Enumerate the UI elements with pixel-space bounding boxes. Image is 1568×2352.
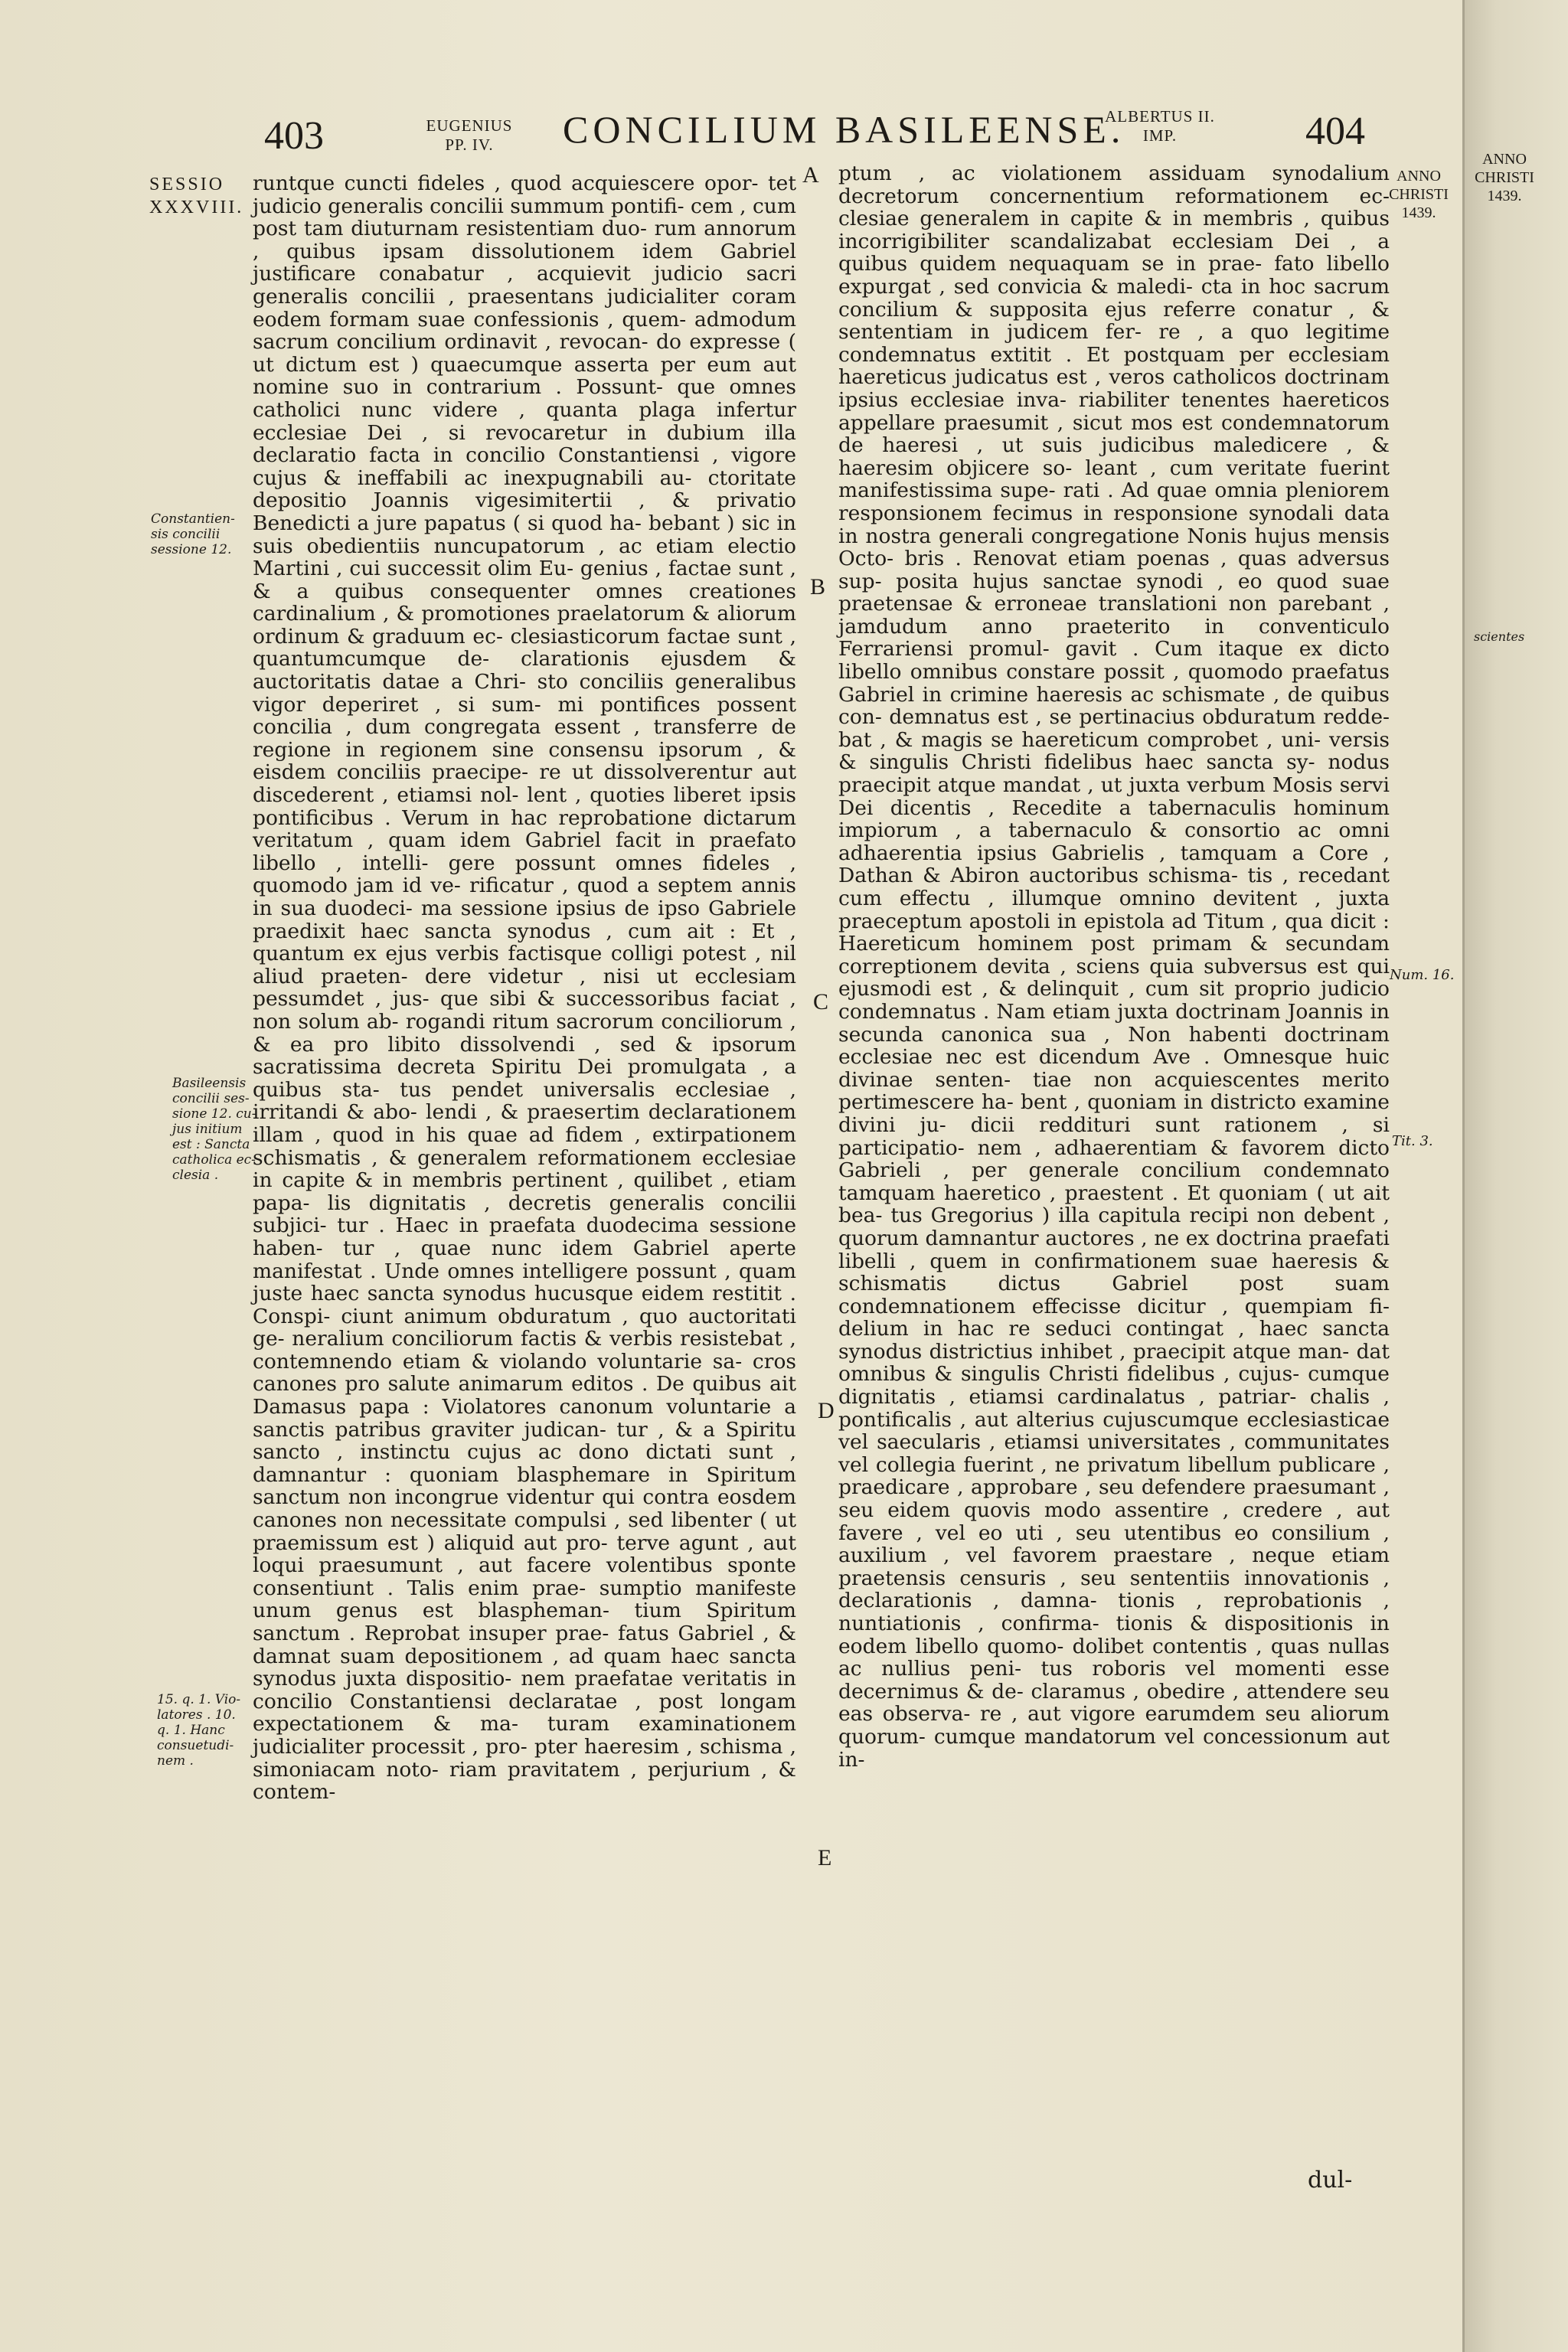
margin-note-numeri: Num. 16. — [1390, 967, 1455, 983]
running-title: CONCILIUM BASILEENSE. — [563, 108, 1125, 151]
session-label — [149, 173, 243, 219]
running-head-pope — [420, 116, 519, 155]
margin-note-titus: Tit. 3. — [1392, 1133, 1433, 1149]
section-letter-d: D — [818, 1398, 835, 1423]
anno-christi-marker — [1384, 167, 1453, 222]
session-word: SESSIO — [149, 175, 225, 194]
anno-word: ANNO — [1396, 168, 1441, 185]
emperor-title: IMP. — [1142, 126, 1178, 145]
margin-note-violatores: 15. q. 1. Vio- latores . 10. q. 1. Hanc consuetudi- nem . — [157, 1692, 241, 1769]
catchword: dul- — [1308, 2167, 1353, 2194]
text-column-left — [253, 172, 796, 1804]
left-column-text: runtque cuncti fideles , quod acquiescere opor- tet judicio generalis concilii summum pontifi- cem , cum post tam diuturnam resistentiam duo- rum annorum , quibus ipsam dissolutionem idem Gabriel justificare conabatur , acquievit judicio sacri generalis concilii , praesentans judicialiter coram eodem formam suae confessionis , quem- admodum sacrum concilium ordinavit , revocan- do expresse ( ut dictum est ) quaecumque asserta per eum aut nomine suo in contrarium . Possunt- que omnes catholici nunc videre , quanta plaga infertur ecclesiae Dei , si revocaretur in dubium illa declaratio facta in concilio Constantiensi , vigore cujus & ineffabili ac inexpugnabili au- ctoritate depositio Joannis vigesimitertii , & privatio Benedicti a jure papatus ( si quod ha- bebant ) sic in suis obedientiis nuncupatorum , ac etiam electio Martini , cui successit olim Eu- genius , factae sunt , & a quibus consequenter omnes creationes cardinalium , & promotiones praelatorum & aliorum ordinum & graduum ec- clesiasticorum factae sunt , quantumcumque de- clarationis ejusdem & auctoritatis datae a Chri- sto conciliis generalibus vigor deperiret , si sum- mi pontifices possent concilia , dum congregata essent , transferre de regione in regionem sine consensu ipsorum , & eisdem conciliis praecipe- re ut dissolverentur aut discederent , etiamsi nol- lent , quoties liberet ipsis pontificibus . Verum in hac reprobatione dictarum veritatum , quam idem Gabriel facit in praefato libello , intelli- gere possunt omnes fideles , quomodo jam id ve- rificatur , quod a septem annis in sua duodeci- ma sessione ipsius de ipso Gabriele praedixit haec sancta synodus , cum ait : Et , quantum ex ejus verbis factisque colligi potest , nil aliud praeten- dere videtur , nisi ut ecclesiam pessumdet , jus- que sibi & successoribus faciat , non solum ab- rogandi ritum sacrorum conciliorum , & ea pro libito dissolvendi , sed & ipsorum sacratissima decreta Spiritu Dei promulgata , a quibus sta- tus pendet universalis ecclesiae , irritandi & abo- lendi , & praesertim declarationem illam , quod in his quae ad fidem , extirpationem schismatis , & generalem reformationem ecclesiae in capite & in membris pertinent , quilibet , etiam papa- lis dignitatis , decretis generalis concilii subjici- tur . Haec in praefata duodecima sessione haben- tur , quae nunc idem Gabriel aperte manifestat . Unde omnes intelligere possunt , quam juste haec sancta synodus hucusque eidem restitit . Conspi- ciunt animum obduratum , quo auctoritati ge- neralium conciliorum factis & verbis resistebat , contemnendo etiam & violando voluntarie sa- cros canones pro salute animarum editos . De quibus ait Damasus papa : Violatores canonum voluntarie a sanctis patribus graviter judican- tur , & a Spiritu sancto , instinctu cujus ac dono dictati sunt , damnantur : quoniam blasphemare in Spiritum sanctum non incongrue videntur qui contra eosdem canones non necessitate compulsi , sed libenter ( ut praemissum est ) aliquid aut pro- terve agunt , aut loqui praesumunt , aut facere volentibus sponte consentiunt . Talis enim prae- sumptio manifeste unum genus est blaspheman- tium Spiritum sanctum . Reprobat insuper prae- fatus Gabriel , & damnat suam depositionem , ad quam haec sancta synodus juxta dispositio- nem praefatae veritatis in concilio Constantiensi declaratae , post longam expectationem & ma- turam examinationem judicialiter processit , pro- pter haeresim , schisma , simoniacam noto- riam pravitatem , perjurium , & contem- — [253, 172, 796, 1805]
section-letter-a: A — [802, 162, 819, 188]
anno-year: 1439. — [1401, 204, 1436, 221]
pope-name: EUGENIUS — [426, 116, 513, 135]
session-number: XXXVIII. — [149, 198, 244, 217]
text-column-right — [838, 162, 1390, 1771]
margin-note-basileensis: Basileensis concilii ses- sione 12. cu- jus initium est : Sancta catholica ec- clesia . — [172, 1076, 256, 1183]
next-anno-word: ANNO — [1482, 151, 1527, 168]
page-number-right: 404 — [1305, 109, 1365, 153]
section-letter-e: E — [818, 1845, 832, 1870]
emperor-name: ALBERTUS II. — [1105, 107, 1215, 126]
running-head-emperor — [1102, 107, 1217, 145]
margin-note-constantiensis: Constantien- sis concilii sessione 12. — [151, 511, 235, 557]
section-letter-b: B — [810, 574, 826, 599]
next-page-anno-marker — [1474, 150, 1535, 205]
right-column-text: ptum , ac violationem assiduam synodalium decretorum concernentium reformationem ec- clesiae generalem in capite & in membris , quibus incorrigibiliter scandalizabat ecclesiam Dei , a quibus quidem nequaquam se in prae- fato libello expurgat , sed convicia & maledi- cta in hoc sacrum concilium & supposita ejus referre conatur , & sententiam in judicem fer- re , a quo legitime condemnatus extitit . Et postquam per ecclesiam haereticus judicatus est , veros catholicos doctrinam ipsius ecclesiae inva- riabiliter tenentes haereticos appellare praesumit , sicut mos est condemnatorum de haeresi , ut suis judicibus maledicere , & haeresim objicere so- leant , cum veritate fuerint manifestissima supe- rati . Ad quae omnia pleniorem responsionem fecimus in responsione synodali data in nostra generali congregatione Nonis hujus mensis Octo- bris . Renovat etiam poenas , quas adversus sup- posita hujus sanctae synodi , eo quod suae praetensae & erroneae translationi non parebant , jamdudum anno praeterito in conventiculo Ferrariensi promul- gavit . Cum itaque ex dicto libello omnibus constare possit , quomodo praefatus Gabriel in crimine haeresis ac schismate , de quibus con- demnatus est , se pertinacius obduratum redde- bat , & magis se haereticum comprobet , uni- versis & singulis Christi fidelibus haec sancta sy- nodus praecipit atque mandat , ut juxta verbum Mosis servi Dei dicentis , Recedite a tabernaculis hominum impiorum , a tabernaculo & consortio ac omni adhaerentia ipsius Gabrielis , tamquam a Core , Dathan & Abiron auctoribus schisma- tis , recedant cum effectu , illumque omnino devitent , juxta praeceptum apostoli in epistola ad Titum , qua dicit : Haereticum hominem post primam & secundam correptionem devita , sciens quia subversus est qui ejusmodi est , & delinquit , cum sit proprio judicio condemnatus . Nam etiam juxta doctrinam Joannis in secunda canonica sua , Non habenti doctrinam ecclesiae nec est dicendum Ave . Omnesque huic divinae senten- tiae non acquiescentes merito pertimescere ha- bent , quoniam in districto examine divini ju- dicii reddituri sunt rationem , si participatio- nem , adhaerentiam & favorem dicto Gabrieli , per generale concilium condemnato tamquam haeretico , praestent . Et quoniam ( ut ait bea- tus Gregorius ) illa capitula recipi non debent , quorum damnantur auctores , ne ex doctrina praefati libelli , quem in confirmationem suae haeresis & schismatis dictus Gabriel post suam condemnationem effecisse dicitur , quempiam fi- delium in hac re seduci contingat , haec sancta synodus districtius inhibet , praecipit atque man- dat omnibus & singulis Christi fidelibus , cujus- cumque dignitatis , etiamsi cardinalatus , patriar- chalis , pontificalis , aut alterius cujuscumque ecclesiasticae vel saecularis , etiamsi universitates , communitates vel collegia fuerint , ne privatum libellum publicare , praedicare , approbare , seu defendere praesumant , seu eidem quovis modo assentire , credere , aut favere , vel eo uti , seu utentibus eo consilium , auxilium , vel favorem praestare , neque etiam praetensis censuris , seu sententiis innovationis , declarationis , damna- tionis , reprobationis , nuntiationis , confirma- tionis & dispositionis in eodem libello quomo- dolibet contentis , quas nullas ac nullius peni- tus roboris vel momenti esse decernimus & de- claramus , obedire , attendere seu eas observa- re , aut vigore earumdem seu aliorum quorum- cumque mandatorum vel concessionum aut in- — [838, 162, 1390, 1772]
page-number-left: 403 — [264, 114, 324, 158]
next-page-scientes: scientes — [1474, 629, 1525, 644]
next-anno-year: 1439. — [1487, 188, 1522, 204]
christi-word: CHRISTI — [1389, 186, 1449, 203]
pope-title: PP. IV. — [445, 136, 494, 154]
next-page-edge — [1462, 0, 1568, 2352]
next-christi-word: CHRISTI — [1475, 169, 1534, 186]
section-letter-c: C — [813, 989, 829, 1014]
